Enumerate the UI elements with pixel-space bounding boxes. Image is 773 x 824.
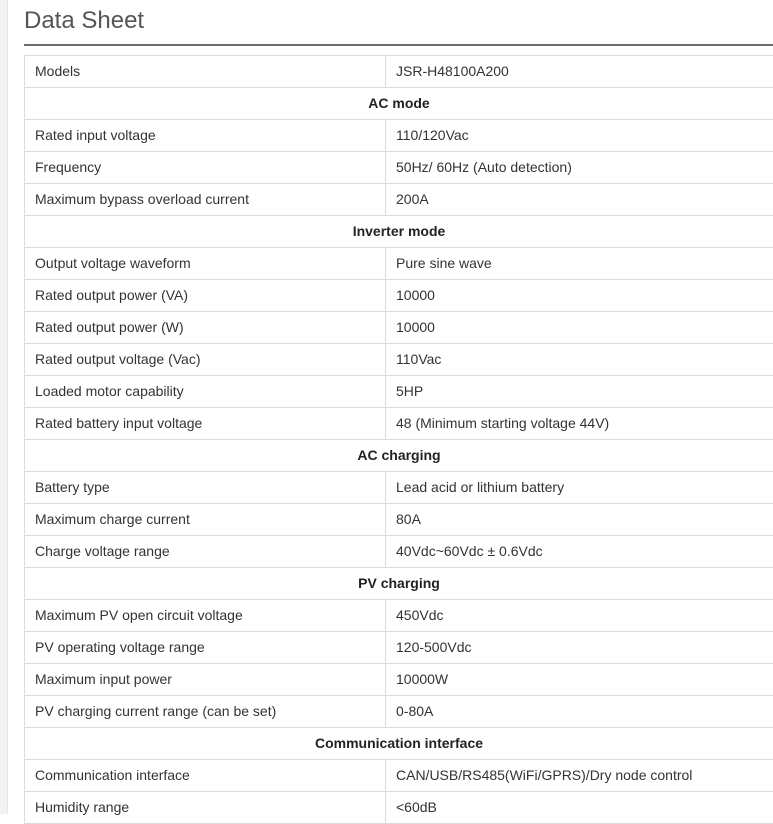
section-header-row <box>25 88 773 120</box>
table-row <box>25 536 773 568</box>
table-row <box>25 344 773 376</box>
spec-value-cell: 120-500Vdc <box>386 632 773 663</box>
table-row <box>25 504 773 536</box>
table-row <box>25 696 773 728</box>
table-row <box>25 472 773 504</box>
spec-name-cell: Maximum bypass overload current <box>25 184 386 215</box>
table-row <box>25 152 773 184</box>
spec-name-cell: Rated input voltage <box>25 120 386 151</box>
table-row <box>25 184 773 216</box>
spec-name-cell: Rated battery input voltage <box>25 408 386 439</box>
table-row <box>25 792 773 824</box>
table-row <box>25 280 773 312</box>
spec-value-cell: 5HP <box>386 376 773 407</box>
spec-name-cell: Rated output power (W) <box>25 312 386 343</box>
spec-name-cell: Communication interface <box>25 760 386 791</box>
table-row <box>25 120 773 152</box>
spec-value-cell: 48 (Minimum starting voltage 44V) <box>386 408 773 439</box>
section-title: AC charging <box>25 440 773 471</box>
table-row <box>25 664 773 696</box>
section-header-row <box>25 568 773 600</box>
table-row <box>25 56 773 88</box>
spec-value-cell: <60dB <box>386 792 773 823</box>
spec-name-cell: Maximum PV open circuit voltage <box>25 600 386 631</box>
spec-value-cell: CAN/USB/RS485(WiFi/GPRS)/Dry node control <box>386 760 773 791</box>
table-row <box>25 600 773 632</box>
spec-table <box>24 55 773 824</box>
spec-name-cell: Loaded motor capability <box>25 376 386 407</box>
spec-value-cell: 110/120Vac <box>386 120 773 151</box>
spec-name-cell: Models <box>25 56 386 87</box>
spec-value-cell: JSR-H48100A200 <box>386 56 773 87</box>
spec-name-cell: Maximum charge current <box>25 504 386 535</box>
left-rail <box>0 0 8 814</box>
section-header-row <box>25 440 773 472</box>
spec-value-cell: 450Vdc <box>386 600 773 631</box>
table-row <box>25 760 773 792</box>
table-row <box>25 312 773 344</box>
section-title: Communication interface <box>25 728 773 759</box>
spec-value-cell: 10000 <box>386 312 773 343</box>
spec-name-cell: Output voltage waveform <box>25 248 386 279</box>
spec-name-cell: Rated output voltage (Vac) <box>25 344 386 375</box>
spec-value-cell: Lead acid or lithium battery <box>386 472 773 503</box>
section-header-row <box>25 728 773 760</box>
spec-name-cell: Battery type <box>25 472 386 503</box>
section-title: PV charging <box>25 568 773 599</box>
spec-value-cell: 0-80A <box>386 696 773 727</box>
spec-value-cell: 110Vac <box>386 344 773 375</box>
spec-name-cell: PV charging current range (can be set) <box>25 696 386 727</box>
section-header-row <box>25 216 773 248</box>
spec-value-cell: Pure sine wave <box>386 248 773 279</box>
spec-name-cell: PV operating voltage range <box>25 632 386 663</box>
spec-value-cell: 10000 <box>386 280 773 311</box>
spec-name-cell: Maximum input power <box>25 664 386 695</box>
table-row <box>25 632 773 664</box>
spec-name-cell: Charge voltage range <box>25 536 386 567</box>
spec-value-cell: 80A <box>386 504 773 535</box>
table-row <box>25 248 773 280</box>
table-row <box>25 408 773 440</box>
data-sheet-panel <box>24 0 773 815</box>
section-title: Inverter mode <box>25 216 773 247</box>
spec-name-cell: Rated output power (VA) <box>25 280 386 311</box>
spec-value-cell: 200A <box>386 184 773 215</box>
spec-value-cell: 40Vdc~60Vdc ± 0.6Vdc <box>386 536 773 567</box>
section-title: AC mode <box>25 88 773 119</box>
spec-name-cell: Humidity range <box>25 792 386 823</box>
title-divider <box>24 44 773 46</box>
table-row <box>25 376 773 408</box>
spec-value-cell: 10000W <box>386 664 773 695</box>
spec-name-cell: Frequency <box>25 152 386 183</box>
spec-value-cell: 50Hz/ 60Hz (Auto detection) <box>386 152 773 183</box>
page-title: Data Sheet <box>24 7 145 34</box>
